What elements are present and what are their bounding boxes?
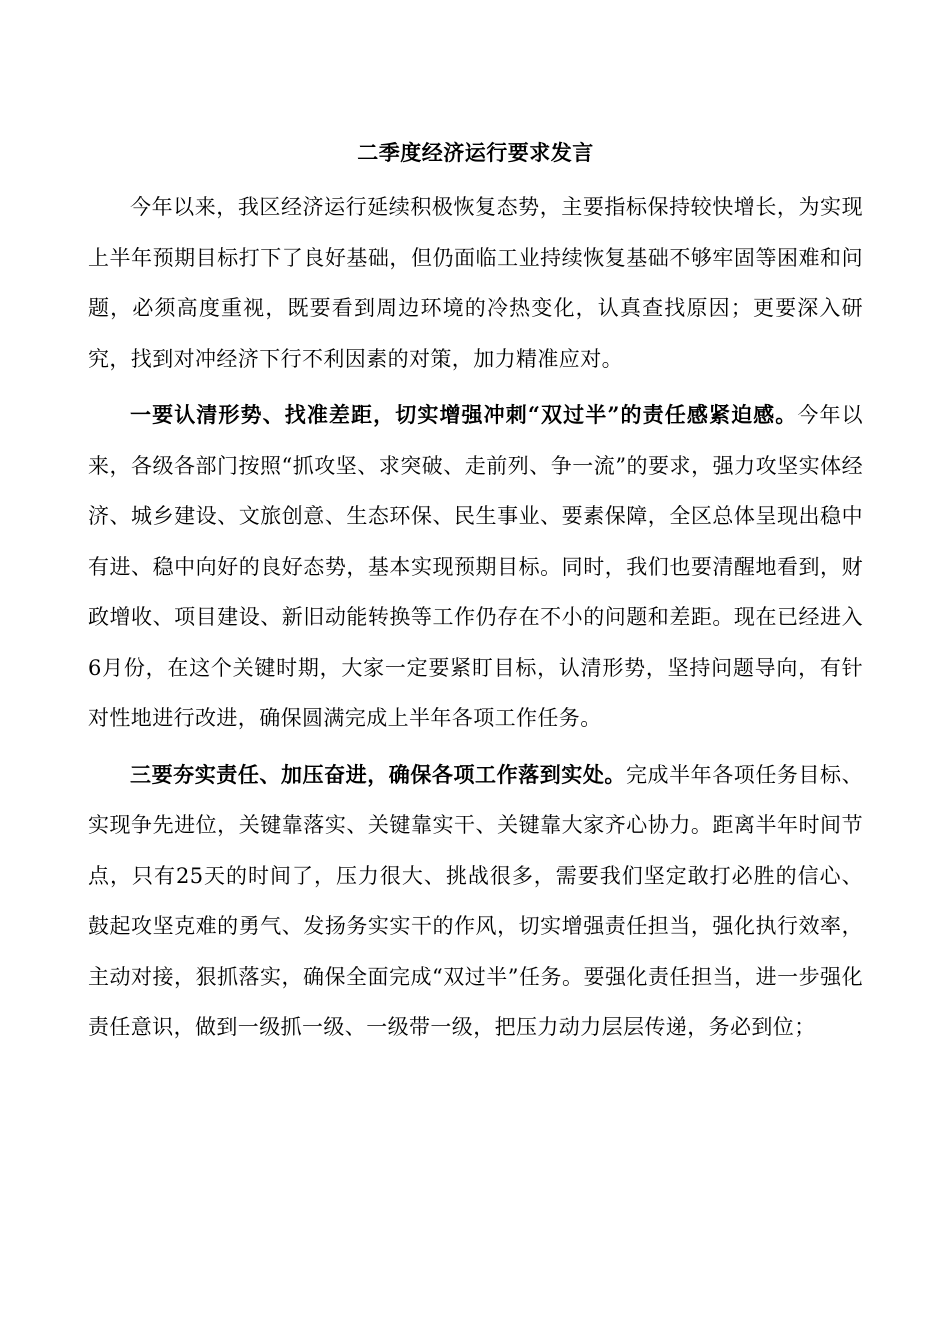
- paragraph-body: 完成半年各项任务目标、实现争先进位，关键靠落实、关键靠实干、关键靠大家齐心协力。距离半年时间节点，只有25天的时间了，压力很大、挑战很多，需要我们坚定敢打必胜的信心、鼓起攻坚克难的勇气、发扬务实实干的作风，切实增强责任担当，强化执行效率，主动对接，狠抓落实，确保全面完成“双过半”任务。要强化责任担当，进一步强化责任意识，做到一级抓一级、一级带一级，把压力动力层层传递，务必到位；: [88, 762, 864, 1039]
- document-title: 二季度经济运行要求发言: [357, 140, 594, 165]
- paragraph-lead: 一要认清形势、找准差距，切实增强冲刺“双过半”的责任感紧迫感。: [130, 402, 798, 427]
- paragraph-body: 今年以来，我区经济运行延续积极恢复态势，主要指标保持较快增长，为实现上半年预期目标打下了良好基础，但仍面临工业持续恢复基础不够牢固等困难和问题，必须高度重视，既要看到周边环境的冷热变化，认真查找原因；更要深入研究，找到对冲经济下行不利因素的对策，加力精准应对。: [88, 195, 863, 371]
- paragraph-body: 今年以来，各级各部门按照“抓攻坚、求突破、走前列、争一流”的要求，强力攻坚实体经济、城乡建设、文旅创意、生态环保、民生事业、要素保障，全区总体呈现出稳中有进、稳中向好的良好态势，基本实现预期目标。同时，我们也要清醒地看到，财政增收、项目建设、新旧动能转换等工作仍存在不小的问题和差距。现在已经进入6月份，在这个关键时期，大家一定要紧盯目标，认清形势，坚持问题导向，有针对性地进行改进，确保圆满完成上半年各项工作任务。: [88, 403, 863, 730]
- paragraph-point-one: [88, 390, 863, 744]
- paragraph-point-three: [88, 750, 863, 1053]
- paragraph-intro: [88, 182, 863, 384]
- paragraph-lead: 三要夯实责任、加压奋进，确保各项工作落到实处。: [130, 761, 626, 787]
- document-page: [88, 138, 863, 1059]
